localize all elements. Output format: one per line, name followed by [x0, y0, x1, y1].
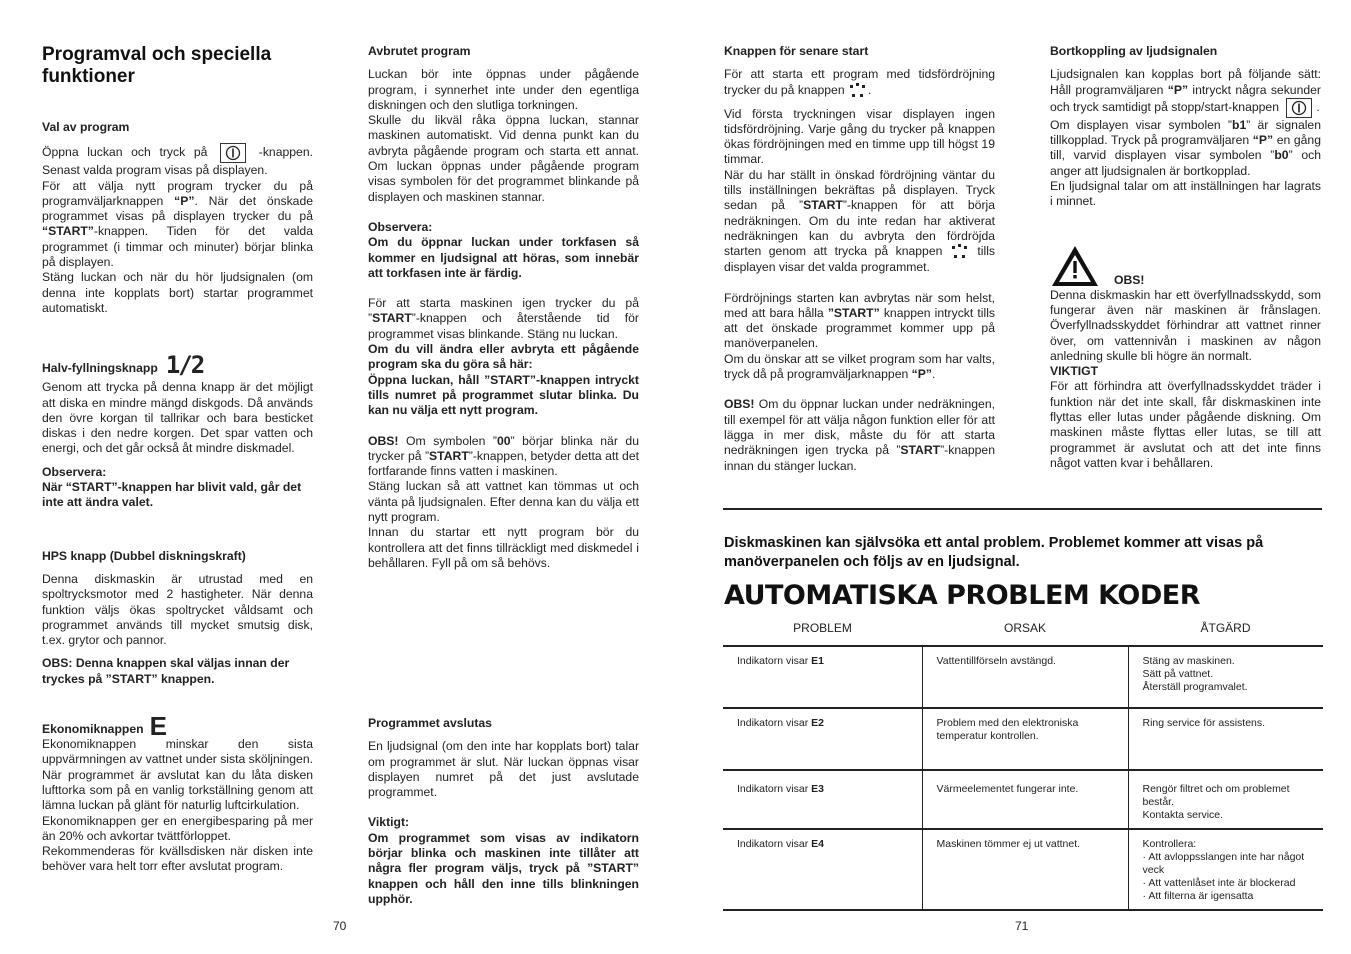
- problem-codes-table: [723, 622, 1323, 911]
- column-3: [724, 44, 995, 474]
- delay-paragraph-1: För att starta ett program med tidsfördröjning trycker du på knappen .: [724, 67, 995, 97]
- sound-paragraph-1: Ljudsignalen kan kopplas bort på följande sätt: Håll programväljaren “P” intryckt några sekunder och tryck samtidigt på stopp/start-knappen .: [1050, 67, 1321, 118]
- problems-lead: Diskmaskinen kan självsöka ett antal problem. Problemet kommer att visas på manöverpanelen och följs av en ljudsignal.: [724, 535, 1264, 570]
- hps-heading: HPS knapp (Dubbel diskningskraft): [42, 548, 246, 563]
- viktigt-caps-paragraph: För att förhindra att överfyllnadsskyddet träder i funktion när det inte skall, får diskmaskinen inte flyttas eller lutas under pågående diskning. Om maskinen måste flyttas eller lutas, se till att programmet är avslutat och att det inte finns något vatten kvar i behållaren.: [1050, 379, 1321, 470]
- delay-paragraph-4: Fördröjnings starten kan avbrytas när som helst, med att bara hålla ”START” knappen intryckt tills att det önskade programmet kommer upp på manöverpanelen.: [724, 290, 995, 351]
- avbrutet-paragraph-2: Skulle du likväl råka öppna luckan, stannar maskinen automatiskt. Vid denna punkt kan du avbryta pågående program och starta ett annat. Om luckan öppnas under pågående program visas symbolen för det programmet blinkande på displayen och maskinen stannar.: [368, 113, 639, 204]
- half-obs-heading: Observera:: [42, 464, 107, 479]
- page-title: Programval och speciella funktioner: [42, 44, 272, 87]
- delay-heading: Knappen för senare start: [724, 44, 869, 58]
- problem-cell: Indikatorn visar E3: [723, 770, 922, 829]
- warning-obs-label: OBS!: [1114, 272, 1145, 287]
- hps-obs: OBS: Denna knappen skal väljas innan der tryckes på ”START” knappen.: [42, 656, 290, 686]
- delay-paragraph-5: Om du önskar att se vilket program som har valts, tryck då på programväljarknappen “P”.: [724, 351, 995, 382]
- action-cell: Ring service för assistens.: [1128, 708, 1323, 770]
- viktigt-heading: Viktigt:: [368, 815, 410, 830]
- eco-icon: E: [149, 711, 167, 742]
- half-heading: Halv-fyllningsknapp 1/2: [42, 351, 204, 380]
- action-cell: Stäng av maskinen. Sätt på vattnet. Återställ programvalet.: [1128, 646, 1323, 708]
- col-header-problem: PROBLEM: [793, 621, 852, 635]
- page-number-right: 71: [1015, 919, 1029, 933]
- warning-block: [1050, 244, 1321, 288]
- column-4: [1050, 44, 1321, 471]
- delay-paragraph-2: Vid första tryckningen visar displayen ingen tidsfördröjning. Varje gång du trycker på knappen ökas fördröjningen med en timme upp till högst 19 timmar.: [724, 106, 995, 167]
- viktigt-text: Om programmet som visas av indikatorn börjar blinka och maskinen inte tillåter att några fler program väljs, tryck på ”START” knappen och håll den inne tills blinkningen upphör.: [368, 830, 639, 906]
- sound-paragraph-2: Om displayen visar symbolen ”b1” är signalen tillkopplad. Tryck på programväljaren “P” en gång till, varvid displayen visar symbolen ”b0” och anger att ljudsignalen är bortkopplad.: [1050, 117, 1321, 178]
- eco-heading: Ekonomiknappen E: [42, 711, 167, 742]
- viktigt-caps-heading: VIKTIGT: [1050, 364, 1099, 379]
- delay-obs-paragraph: OBS! Om du öppnar luckan under nedräkningen, till exempel för att välja någon funktion eller för att lägga in mer disk, måste du för att starta nedräkningen igen trycka på ”START”-knappen innan du stänger luckan.: [724, 397, 995, 473]
- obs-00-paragraph-3: Innan du startar ett nytt program bör du kontrollera att det finns tillräckligt med diskmedel i behållaren. Fyll på om så behövs.: [368, 525, 639, 570]
- cause-cell: Vattentillförseln avstängd.: [922, 646, 1128, 708]
- column-2-bottom: [368, 716, 639, 907]
- avslutas-paragraph: En ljudsignal (om den inte har kopplats bort) talar om programmet är slut. När luckan öppnas visar displayen numret på det just avslutade programmet.: [368, 739, 639, 800]
- column-1: [42, 44, 313, 875]
- val-paragraph-2: För att välja nytt program trycker du på programväljarknappen “P”. När det önskade programmet visas på displayen trycker du på “START”-knappen. Tiden för det valda programmet (i timmar och minuter) börjar blinka på displayen.: [42, 178, 314, 270]
- cause-cell: Maskinen tömmer ej ut vattnet.: [922, 829, 1128, 910]
- page-number-left: 70: [333, 919, 347, 933]
- delay-paragraph-3: När du har ställt in önskad fördröjning väntar du tills inställningen bekräftas på displayen. Tryck sedan på ”START”-knappen för att börja nedräkningen. Om du inte redan har aktiverat nedräkningen kan du avbryta den fördröjda starten genom att trycka på knappen tills displayen visar det valda programmet.: [724, 167, 995, 275]
- change-program-bold: Om du vill ändra eller avbryta ett pågående program ska du göra så här:: [368, 342, 639, 372]
- obs-00-paragraph-2: Stäng luckan så att vattnet kan tömmas ut och vänta på ljudsignalen. Efter denna kan du välja ett nytt program.: [368, 479, 639, 525]
- observera-heading: Observera:: [368, 219, 433, 234]
- onoff-button-icon: [220, 143, 246, 163]
- table-row: [723, 708, 1323, 770]
- observera-text: Om du öppnar luckan under torkfasen så kommer en ljudsignal att höras, som innebär att torkfasen inte är färdig.: [368, 235, 639, 280]
- eco-paragraph-2: Ekonomiknappen ger en energibesparing på mer än 20% och avkortar tvättförloppet.: [42, 813, 313, 843]
- problems-title: AUTOMATISKA PROBLEM KODER: [724, 580, 1200, 611]
- half-obs-text: När “START”-knappen har blivit vald, går det inte att ändra valet.: [42, 480, 302, 510]
- col-header-cause: ORSAK: [1003, 621, 1046, 635]
- eco-paragraph-3: Rekommenderas för kvällsdisken när disken inte behöver vara helt torr efter avslutat program.: [42, 844, 313, 874]
- table-row: [723, 646, 1323, 708]
- val-heading: Val av program: [42, 120, 130, 134]
- change-program-bold-2: Öppna luckan, håll ”START”-knappen intryckt tills numret på programmet slutar blinka. Du kan nu välja ett nytt program.: [368, 372, 639, 418]
- eco-paragraph-1: Ekonomiknappen minskar den sista uppvärmningen av vattnet under sista sköljningen. När programmet är avslutat kan du låta disken lufttorka som på en vanlig torkställning genom att lämna luckan på glänt för naturlig luftcirkulation.: [42, 737, 313, 813]
- problem-cell: Indikatorn visar E1: [723, 646, 922, 708]
- half-load-icon: 1/2: [165, 351, 204, 380]
- section-divider: [723, 508, 1322, 510]
- delay-start-icon: [848, 83, 868, 99]
- sound-paragraph-3: En ljudsignal talar om att inställningen har lagrats i minnet.: [1050, 179, 1321, 209]
- val-paragraph-1: Öppna luckan och tryck på -knappen. Senast valda program visas på displayen.: [42, 143, 313, 178]
- avbrutet-paragraph-1: Luckan bör inte öppnas under pågående program, i synnerhet inte under den egentliga diskningen och den slutliga torkningen.: [368, 67, 639, 112]
- col-header-action: ÅTGÄRD: [1200, 621, 1251, 635]
- onoff-button-icon-2: [1286, 98, 1312, 118]
- cause-cell: Värmeelementet fungerar inte.: [922, 770, 1128, 829]
- avbrutet-heading: Avbrutet program: [368, 44, 471, 58]
- restart-paragraph: För att starta maskinen igen trycker du på ”START”-knappen och återstående tid för programmet visas blinkande. Stäng nu luckan.: [368, 296, 639, 341]
- problem-cell: Indikatorn visar E4: [723, 829, 922, 910]
- action-cell: Kontrollera: · Att avloppsslangen inte har något veck · Att vattenlåset inte är blockerad · Att filterna är igensatta: [1128, 829, 1323, 910]
- delay-start-icon-2: [950, 244, 970, 260]
- sound-heading: Bortkoppling av ljudsignalen: [1050, 44, 1218, 58]
- val-paragraph-3: Stäng luckan och när du hör ljudsignalen (om denna inte kopplats bort) startar programmet automatiskt.: [42, 270, 313, 315]
- obs-00-paragraph: OBS! Om symbolen ”00” börjar blinka när du trycker på ”START”-knappen, betyder detta att det fortfarande finns vatten i maskinen.: [368, 433, 640, 479]
- warning-triangle-icon: [1050, 244, 1100, 288]
- column-2: [368, 44, 639, 571]
- table-row: [723, 829, 1323, 910]
- problem-cell: Indikatorn visar E2: [723, 708, 922, 770]
- action-cell: Rengör filtret och om problemet består. Kontakta service.: [1128, 770, 1323, 829]
- avslutas-heading: Programmet avslutas: [368, 716, 492, 730]
- cause-cell: Problem med den elektroniska temperatur kontrollen.: [922, 708, 1128, 770]
- warning-paragraph: Denna diskmaskin har ett överfyllnadsskydd, som fungerar även när maskinen är frånslagen. Överfyllnadsskyddet förhindrar att vattnet rinner över, om vattennivån i maskinen av någon anledning skulle bli högre än normalt.: [1050, 287, 1321, 363]
- table-row: [723, 770, 1323, 829]
- half-paragraph: Genom att trycka på denna knapp är det möjligt att diska en mindre mängd diskgods. Då används den övre korgan til tallrikar och bara besticket diskas i den nedre korgen. Det spar vatten och energi, och det går också åt mindre diskmadel.: [42, 380, 313, 456]
- hps-paragraph: Denna diskmaskin är utrustad med en spoltrycksmotor med 2 hastigheter. När denna funktion väljs ökas spoltrycket våldsamt och programmet används till mycket smutsig disk, t.ex. grytor och pannor.: [42, 571, 313, 648]
